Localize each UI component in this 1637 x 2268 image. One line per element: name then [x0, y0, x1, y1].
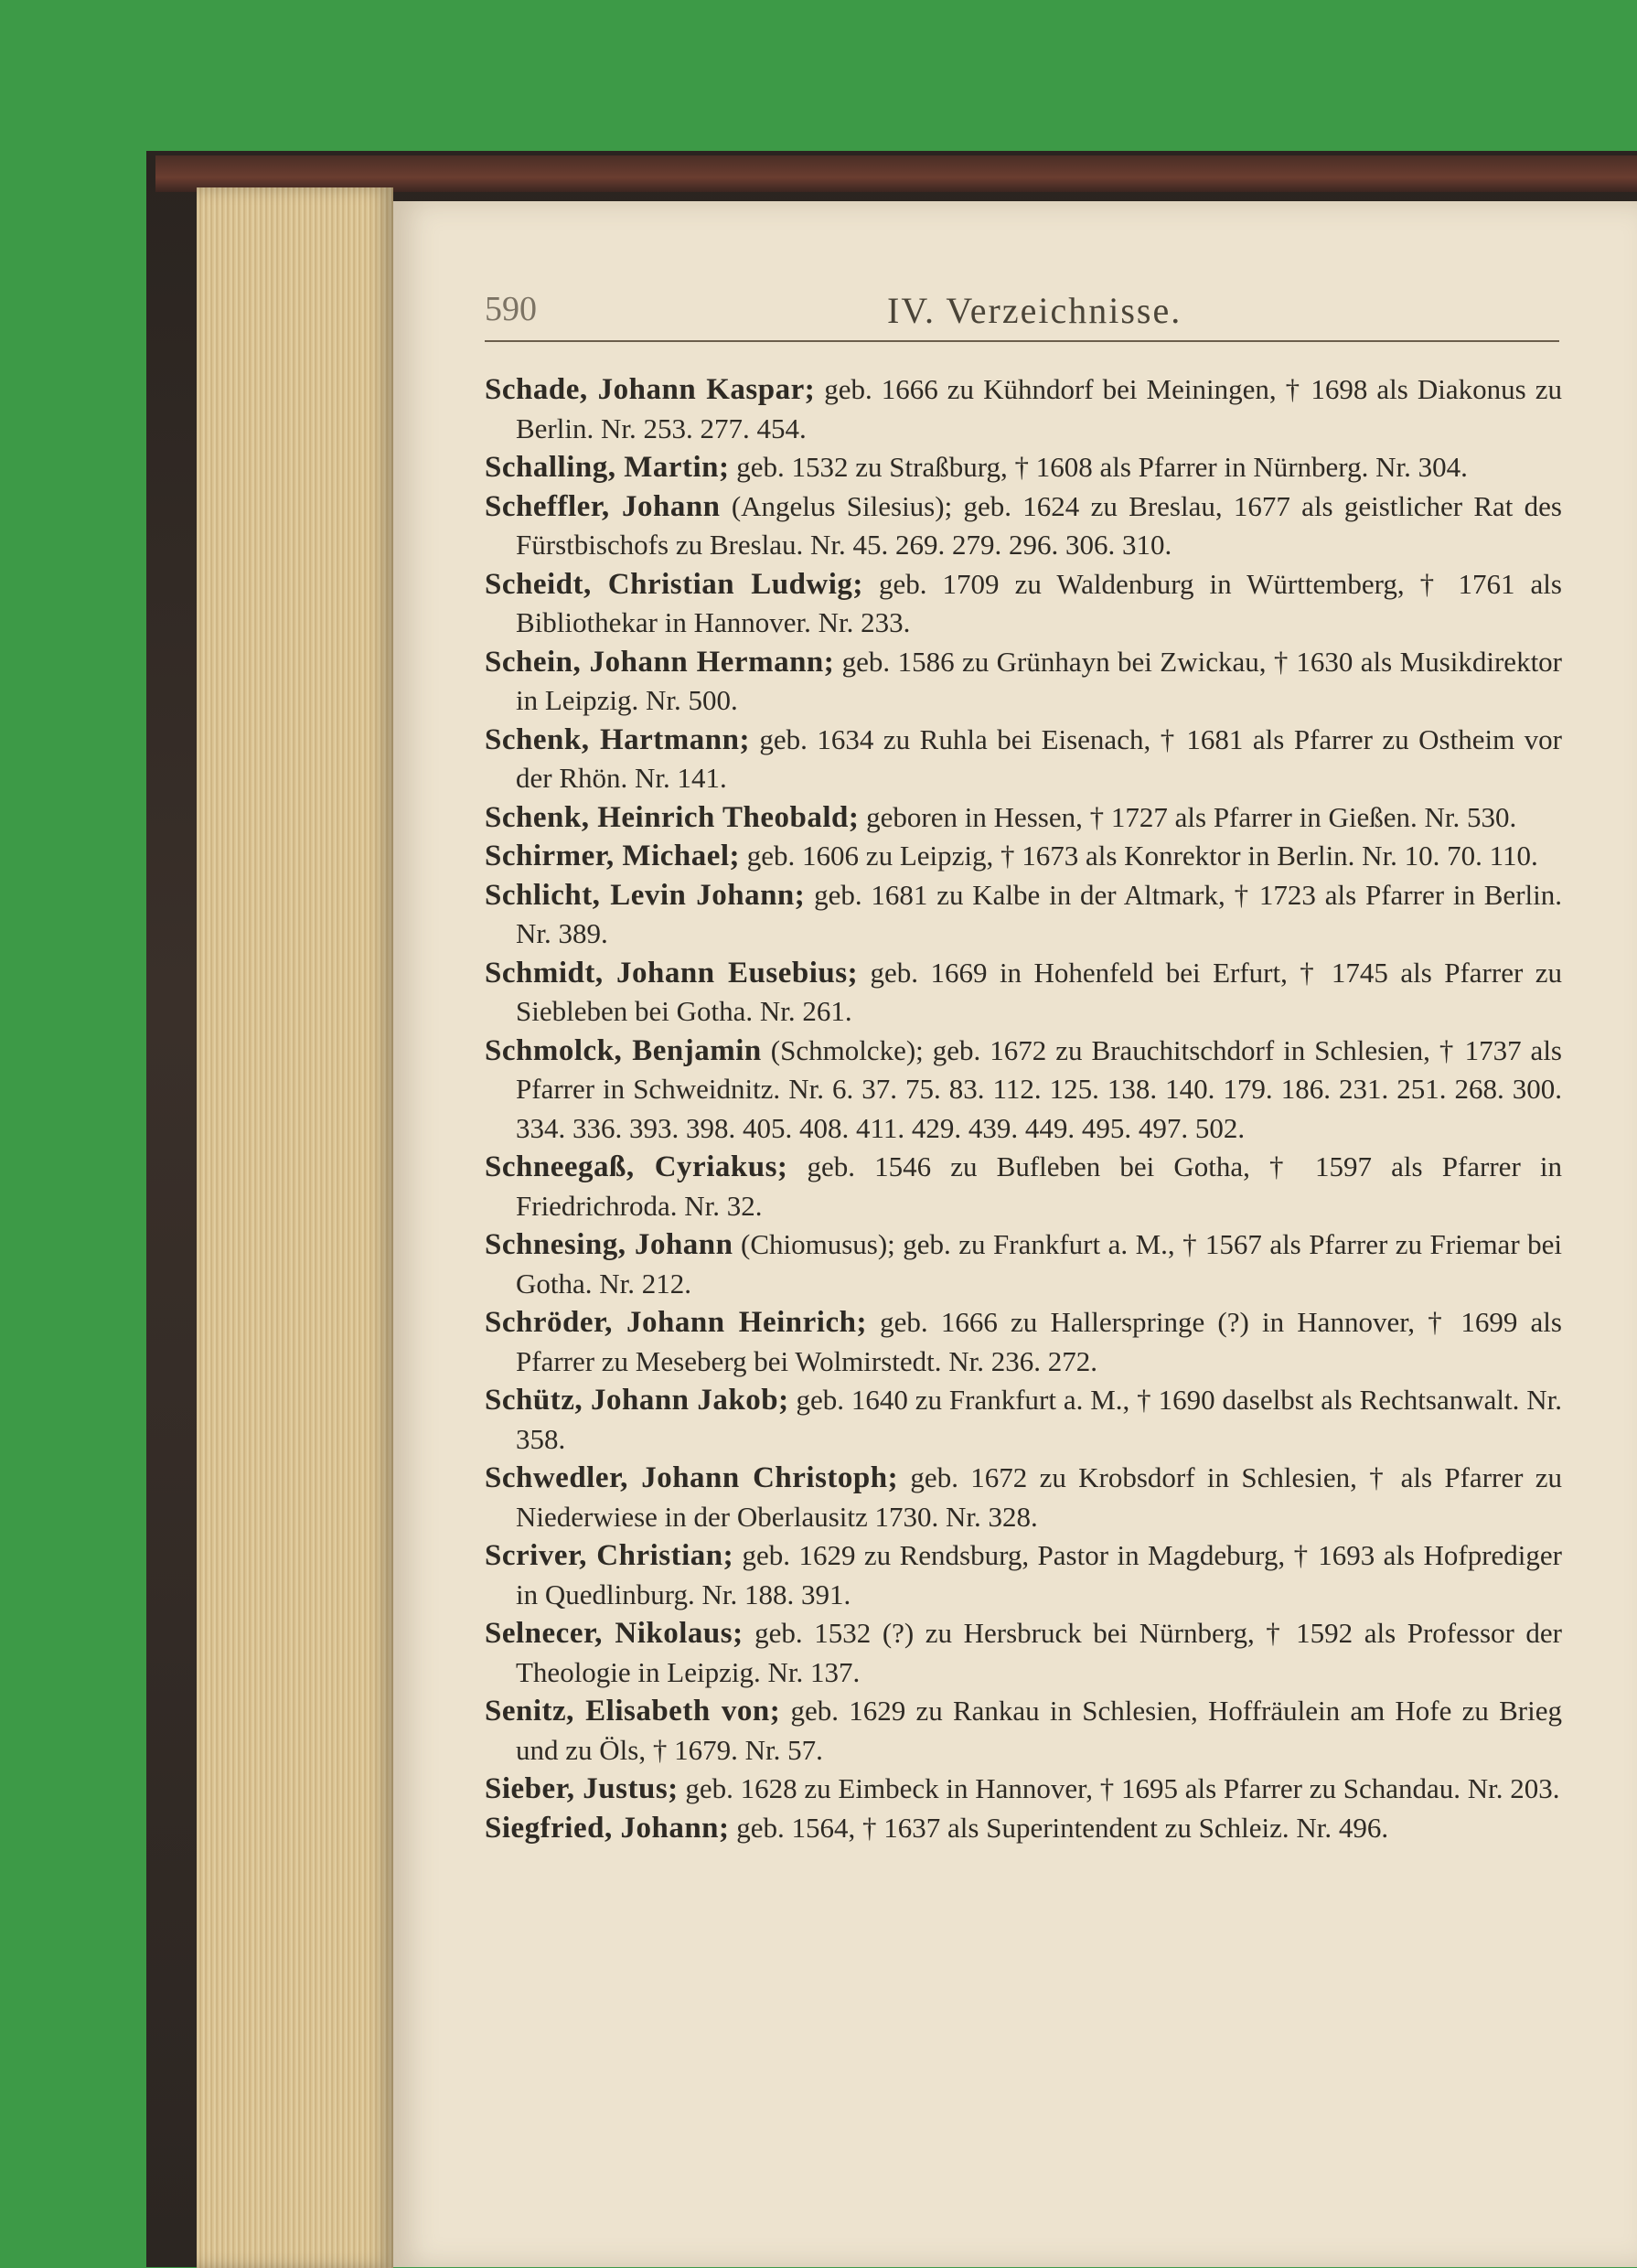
list-item [485, 837, 1562, 876]
entry-name: Scheidt, Christian Ludwig; [485, 567, 863, 601]
list-item [485, 448, 1562, 487]
entry-name: Schneegaß, Cyriakus; [485, 1150, 788, 1183]
entry-name: Scriver, Christian; [485, 1539, 734, 1572]
entry-text: geb. 1681 zu Kalbe in der Altmark, † 1723 als Pfarrer in Berlin. Nr. 389. [516, 878, 1562, 949]
entry-text: geb. 1532 (?) zu Hersbruck bei Nürnberg, † 1592 als Professor der Theologie in Leipzig. Nr. 137. [516, 1617, 1562, 1688]
book-cover-edge [155, 155, 1637, 192]
entry-name: Senitz, Elisabeth von; [485, 1695, 781, 1728]
list-item [485, 1614, 1562, 1692]
list-item [485, 370, 1562, 448]
page-number: 590 [485, 290, 537, 328]
list-item [485, 1770, 1562, 1809]
entry-text: geb. 1606 zu Leipzig, † 1673 als Konrektor in Berlin. Nr. 10. 70. 110. [740, 840, 1538, 872]
entry-list [485, 370, 1562, 1847]
list-item [485, 1459, 1562, 1536]
page-header [485, 289, 1559, 342]
entry-text: geb. 1629 zu Rendsburg, Pastor in Magdeburg, † 1693 als Hofprediger in Quedlinburg. Nr. 188. 391. [516, 1539, 1562, 1610]
entry-text: geboren in Hessen, † 1727 als Pfarrer in Gießen. Nr. 530. [859, 800, 1517, 833]
entry-name: Schnesing, Johann [485, 1228, 733, 1261]
running-head: IV. Verzeichnisse. [887, 290, 1182, 331]
entry-name: Schade, Johann Kaspar; [485, 373, 816, 406]
entry-name: Schenk, Hartmann; [485, 722, 750, 756]
list-item [485, 487, 1562, 565]
list-item [485, 1303, 1562, 1381]
entry-text: geb. 1640 zu Frankfurt a. M., † 1690 daselbst als Rechtsanwalt. Nr. 358. [516, 1384, 1562, 1455]
page-edges [197, 187, 393, 2268]
list-item [485, 1225, 1562, 1303]
list-item [485, 1536, 1562, 1614]
entry-name: Schein, Johann Hermann; [485, 645, 835, 679]
entry-name: Schröder, Johann Heinrich; [485, 1306, 867, 1339]
list-item [485, 565, 1562, 643]
entry-text: geb. 1709 zu Waldenburg in Württemberg, † 1761 als Bibliothekar in Hannover. Nr. 233. [516, 567, 1562, 638]
entry-text: geb. 1564, † 1637 als Superintendent zu Schleiz. Nr. 496. [729, 1811, 1389, 1844]
list-item [485, 954, 1562, 1032]
entry-name: Schmolck, Benjamin [485, 1033, 762, 1067]
entry-name: Schütz, Johann Jakob; [485, 1384, 789, 1417]
entry-text: (Angelus Silesius); geb. 1624 zu Breslau, 1677 als geistlicher Rat des Fürstbischofs zu Breslau. Nr. 45. 269. 279. 296. 306. 310. [516, 489, 1562, 561]
entry-text: geb. 1634 zu Ruhla bei Eisenach, † 1681 als Pfarrer zu Ostheim vor der Rhön. Nr. 141. [516, 722, 1562, 794]
list-item [485, 1032, 1562, 1149]
entry-text: (Chiomusus); geb. zu Frankfurt a. M., † 1567 als Pfarrer zu Friemar bei Gotha. Nr. 212. [516, 1228, 1562, 1300]
list-item [485, 798, 1562, 838]
list-item [485, 1809, 1562, 1848]
entry-name: Selnecer, Nikolaus; [485, 1617, 744, 1650]
list-item [485, 643, 1562, 721]
entry-name: Schirmer, Michael; [485, 840, 741, 872]
list-item [485, 1381, 1562, 1459]
list-item [485, 876, 1562, 954]
entry-text: geb. 1628 zu Eimbeck in Hannover, † 1695 als Pfarrer zu Schandau. Nr. 203. [678, 1772, 1560, 1804]
entry-text: geb. 1546 zu Bufleben bei Gotha, † 1597 als Pfarrer in Friedrichroda. Nr. 32. [516, 1150, 1562, 1222]
entry-name: Sieber, Justus; [485, 1772, 679, 1805]
entry-text: geb. 1629 zu Rankau in Schlesien, Hoffräulein am Hofe zu Brieg und zu Öls, † 1679. Nr. 57. [516, 1695, 1562, 1766]
entry-text: geb. 1672 zu Krobsdorf in Schlesien, † als Pfarrer zu Niederwiese in der Oberlausitz 1730. Nr. 328. [516, 1461, 1562, 1533]
entry-name: Schwedler, Johann Christoph; [485, 1461, 899, 1494]
entry-name: Siegfried, Johann; [485, 1811, 730, 1845]
entry-name: Schlicht, Levin Johann; [485, 878, 806, 912]
list-item [485, 1148, 1562, 1225]
entry-name: Schmidt, Johann Eusebius; [485, 956, 859, 990]
entry-text: geb. 1669 in Hohenfeld bei Erfurt, † 1745 als Pfarrer zu Siebleben bei Gotha. Nr. 261. [516, 956, 1562, 1027]
list-item [485, 1692, 1562, 1770]
entry-text: geb. 1666 zu Hallerspringe (?) in Hannover, † 1699 als Pfarrer zu Meseberg bei Wolmirstedt. Nr. 236. 272. [516, 1306, 1562, 1377]
entry-text: geb. 1666 zu Kühndorf bei Meiningen, † 1698 als Diakonus zu Berlin. Nr. 253. 277. 454. [516, 373, 1562, 444]
entry-text: geb. 1532 zu Straßburg, † 1608 als Pfarrer in Nürnberg. Nr. 304. [729, 451, 1468, 483]
entry-text: (Schmolcke); geb. 1672 zu Brauchitschdorf in Schlesien, † 1737 als Pfarrer in Schweidnitz. Nr. 6. 37. 75. 83. 112. 125. 138. 140. 179. 186. 231. 251. 268. 300. 334. 336. 393. 398. 405. 408. 411. 429. 439. 449. 495. 497. 502. [516, 1033, 1562, 1144]
list-item [485, 721, 1562, 798]
entry-name: Scheffler, Johann [485, 489, 721, 523]
entry-text: geb. 1586 zu Grünhayn bei Zwickau, † 1630 als Musikdirektor in Leipzig. Nr. 500. [516, 645, 1563, 716]
entry-name: Schalling, Martin; [485, 451, 730, 484]
entry-name: Schenk, Heinrich Theobald; [485, 800, 860, 834]
